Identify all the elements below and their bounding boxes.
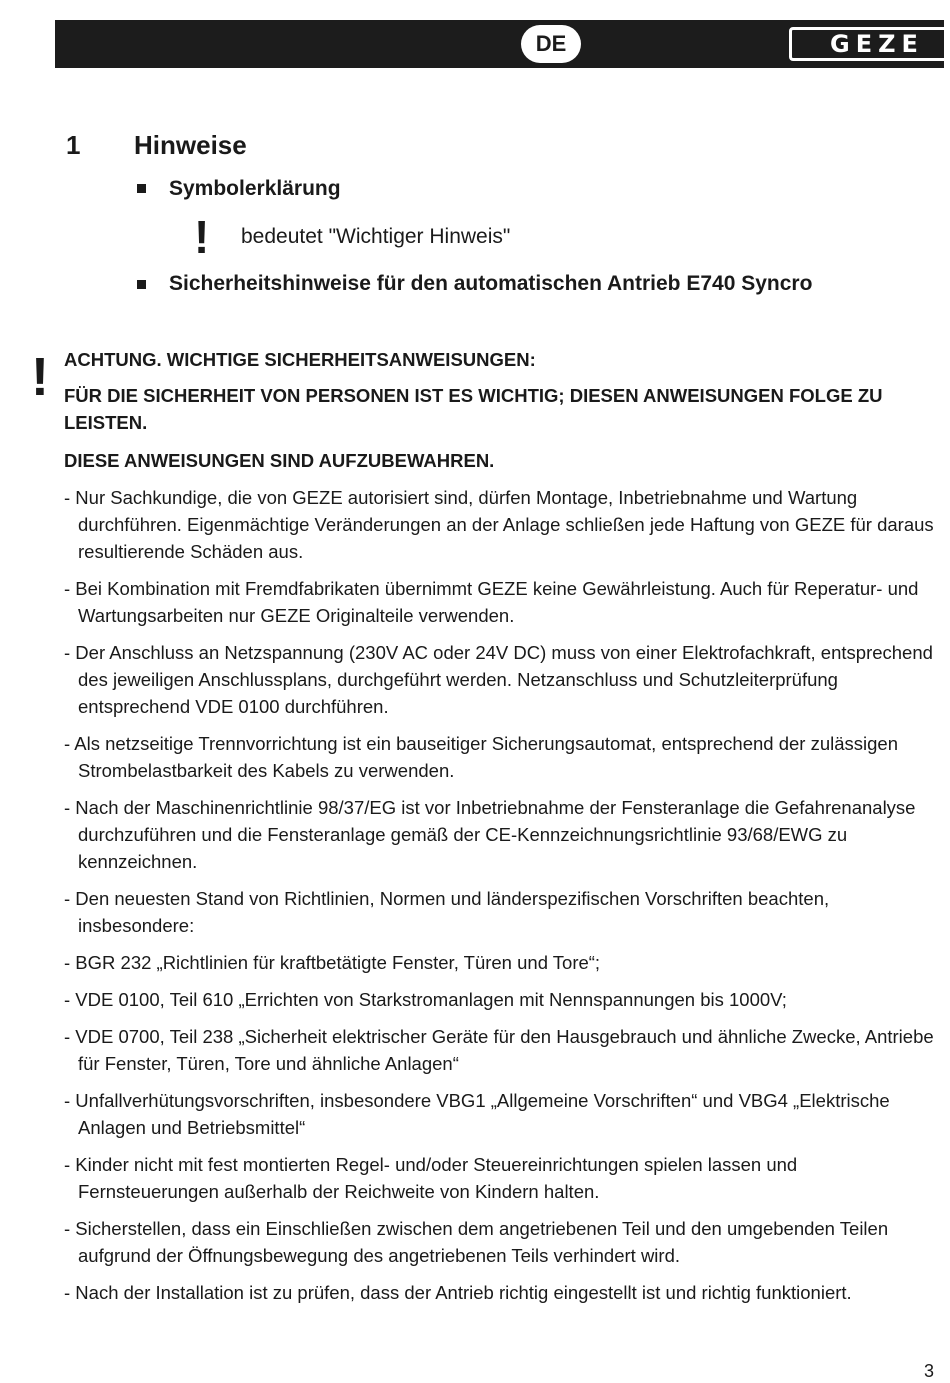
chapter-title: Hinweise <box>134 130 247 160</box>
page-number: 3 <box>924 1361 935 1381</box>
list-item: - Kinder nicht mit fest montierten Regel- und/oder Steuereinrichtungen spielen lassen und Fernsteuerungen außerhalb der Reichweite von Kindern halten. <box>64 1154 798 1202</box>
list-item: - VDE 0100, Teil 610 „Errichten von Starkstromanlagen mit Nennspannungen bis 1000V; <box>64 989 787 1010</box>
symbol-meaning: bedeutet "Wichtiger Hinweis" <box>241 225 511 248</box>
warning-line-attention: ACHTUNG. WICHTIGE SICHERHEITSANWEISUNGEN: <box>64 349 536 370</box>
list-item: - Bei Kombination mit Fremdfabrikaten übernimmt GEZE keine Gewährleistung. Auch für Reperatur- und Wartungsarbeiten nur GEZE Originalteile verwenden. <box>64 578 919 626</box>
bullet-square-icon <box>137 280 146 289</box>
bullet-square-icon <box>137 184 146 193</box>
list-item: - Den neuesten Stand von Richtlinien, Normen und länderspezifischen Vorschriften beachten, insbesondere: <box>64 888 830 936</box>
warning-exclamation-icon: ! <box>31 347 49 407</box>
header-bar <box>55 20 944 68</box>
list-item: - Nur Sachkundige, die von GEZE autorisiert sind, dürfen Montage, Inbetriebnahme und Wartung durchführen. Eigenmächtige Veränderungen an der Anlage schließen jede Haftung von GEZE für daraus resultierende Schäden aus. <box>64 487 934 562</box>
list-item: - BGR 232 „Richtlinien für kraftbetätigte Fenster, Türen und Tore“; <box>64 952 601 973</box>
exclamation-icon: ! <box>194 211 210 263</box>
list-item: - Nach der Installation ist zu prüfen, dass der Antrieb richtig eingestellt ist und richtig funktioniert. <box>64 1282 852 1303</box>
list-item: - Unfallverhütungsvorschriften, insbesondere VBG1 „Allgemeine Vorschriften“ und VBG4 „Elektrische Anlagen und Betriebsmittel“ <box>64 1090 890 1138</box>
list-item: - Als netzseitige Trennvorrichtung ist ein bauseitiger Sicherungsautomat, entsprechend der zulässigen Strombelastbarkeit des Kabels zu verwenden. <box>64 733 898 781</box>
safety-rules-list <box>64 484 934 1316</box>
list-item: - Der Anschluss an Netzspannung (230V AC oder 24V DC) muss von einer Elektrofachkraft, entsprechend des jeweiligen Anschlussplans, durchgeführt werden. Netzanschluss und Schutzleiterprüfung entsprechend VDE 0100 durchführen. <box>64 642 933 717</box>
language-badge: DE <box>521 25 581 63</box>
section-heading-safety: Sicherheitshinweise für den automatischen Antrieb E740 Syncro <box>169 272 813 295</box>
list-item: - Nach der Maschinenrichtlinie 98/37/EG ist vor Inbetriebnahme der Fensteranlage die Gefahrenanalyse durchzuführen und die Fensteranlage gemäß der CE-Kennzeichnungsrichtlinie 93/68/EWG zu kennzeichnen. <box>64 797 916 872</box>
list-item: - Sicherstellen, dass ein Einschließen zwischen dem angetriebenen Teil und den umgebenden Teilen aufgrund der Öffnungsbewegung des angetriebenen Teils verhindert wird. <box>64 1218 889 1266</box>
warning-line-keep: DIESE ANWEISUNGEN SIND AUFZUBEWAHREN. <box>64 450 495 471</box>
brand-logo-text: GEZE <box>830 30 924 58</box>
section-heading-symbols: Symbolerklärung <box>169 177 341 200</box>
list-item: - VDE 0700, Teil 238 „Sicherheit elektrischer Geräte für den Hausgebrauch und ähnliche Zwecke, Antriebe für Fenster, Türen, Tore und ähnliche Anlagen“ <box>64 1026 934 1074</box>
brand-logo <box>789 27 950 61</box>
warning-line-safety: FÜR DIE SICHERHEIT VON PERSONEN IST ES WICHTIG; DIESEN ANWEISUNGEN FOLGE ZU LEISTEN. <box>64 385 883 433</box>
chapter-number: 1 <box>66 130 81 160</box>
